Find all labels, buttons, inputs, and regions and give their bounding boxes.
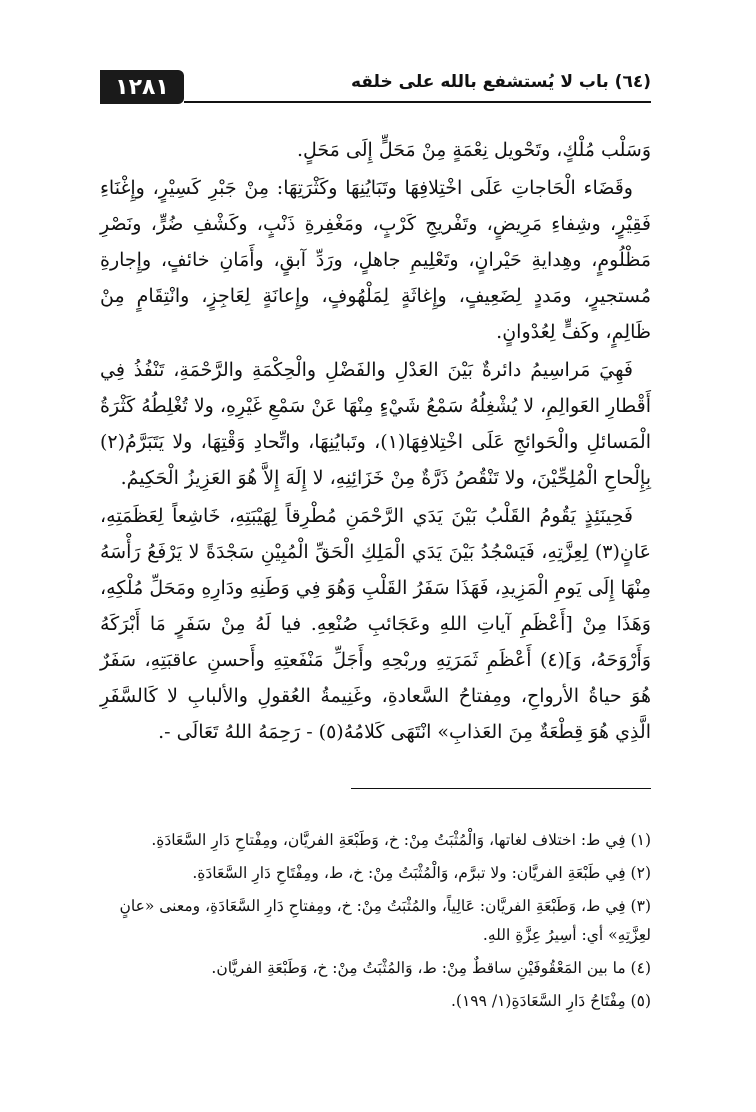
footnote: (٥) مِفْتَاحُ دَارِ السَّعَادَةِ(١/ ١٩٩). (450, 992, 651, 1010)
paragraph: وقَضَاء الْحَاجاتِ عَلَى اخْتِلافِهَا وتَبَايُنِهَا وكَثْرَتِهَا: مِنْ جَبْرِ كَسِيْرٍ، وإِغْنَاءِ فَقِيْرٍ، وشِفاءِ مَرِيضٍ، وتَفْريجِ كَرْبٍ، ومَغْفِرةِ ذَنْبٍ، وكَشْفِ ضُرٍّ، ونَصْرِ مَظْلُومٍ، وهِدايةِ حَيْرانٍ، وتَعْلِيمِ جاهلٍ، ورَدِّ آبقٍ، وأَمَانِ خائفٍ، وإِجارةِ مُستجيرٍ، ومَددٍ لِضَعِيفٍ، وإِغاثَةٍ لِمَلْهُوفٍ، وإِعانَةٍ لِعَاجِزٍ، وانْتِقَامٍ مِنْ ظَالِمٍ، وكَفٍّ لِعُدْوانٍ. (100, 177, 651, 343)
page-header (100, 70, 651, 106)
footnote: (٣) فِي ط، وَطَبْعَةِ الفريَّان: عَالِياً، والمُثْبَتُ مِنْ: خ، ومِفتاحِ دَارِ السَّعَادَةِ، ومعنى «عانٍ لعِزَّتِهِ» أي: أسِيرُ عِزَّةِ اللهِ. (119, 897, 651, 944)
chapter-title: (٦٤) باب لا يُستشفع بالله على خلقه (351, 72, 651, 92)
footnote: (٤) ما بين المَعْقُوفَيْنِ ساقطٌ مِنْ: ط، وَالمُثْبَتُ مِنْ: خ، وَطَبْعَةِ الفريَّان. (211, 959, 651, 977)
page-number: ١٢٨١ (100, 70, 184, 104)
footnote: (١) فِي ط: اختلاف لغاتها، وَالْمُثْبَتُ مِنْ: خ، وَطَبْعَةِ الفريَّان، ومِفْتاحِ دَارِ السَّعَادَةِ. (151, 831, 651, 849)
paragraph: فَحِينَئِذٍ يَقُومُ القَلْبُ بَيْنَ يَدَي الرَّحْمَنِ مُطْرِقاً لِهَيْبَتِهِ، خَاشِعاً لِعَظَمَتِهِ، عَانٍ(٣) لِعِزَّتِهِ، فَيَسْجُدُ بَيْنَ يَدَي الْمَلِكِ الْحَقِّ الْمُبِيْنِ سَجْدَةً لا يَرْفَعُ رَأْسَهُ مِنْهَا إِلَى يَومِ الْمَزِيدِ، فَهَذَا سَفَرُ القَلْبِ وَهُوَ فِي وَطَنِهِ ودَارِهِ ومَحَلِّ مُلْكِهِ، وَهَذَا مِنْ [أَعْظَمِ آياتِ اللهِ وعَجَائبِ صُنْعِهِ. فيا لَهُ مِنْ سَفَرٍ مَا أَبْرَكَهُ وَأَرْوَحَهُ، وَ](٤) أَعْظَمِ ثَمَرَتِهِ وربْحِهِ وأَجَلِّ مَنْفَعتِهِ وأَحسنِ عاقبَتِهِ، سَفَرٌ هُوَ حياةُ الأرواحِ، ومِفتاحُ السَّعادةِ، وغَنِيمةُ العُقولِ والألبابِ لا كَالسَّفَرِ الَّذِي هُوَ قِطْعَةٌ مِنَ العَذابِ» انْتَهَى كَلامُهُ(٥) - رَحِمَهُ اللهُ تَعَالَى -. (100, 505, 651, 743)
footnotes (100, 826, 651, 1020)
footnote: (٢) فِي طَبْعَةِ الفريَّان: ولا تبرَّم، وَالْمُثْبَتُ مِنْ: خ، ط، ومِفْتَاحِ دَارِ السَّعَادَةِ. (192, 864, 651, 882)
body-text (100, 132, 651, 752)
paragraph: وَسَلْب مُلْكٍ، وتَحْويل نِعْمَةٍ مِنْ مَحَلٍّ إِلَى مَحَلٍ. (296, 139, 651, 161)
paragraph: فَهِيَ مَراسِيمُ دائرةٌ بَيْنَ العَدْلِ والفَضْلِ والْحِكْمَةِ والرَّحْمَةِ، تَنْفُذُ فِي أَقْطارِ العَوالِمِ، لا يُشْغِلُهُ سَمْعُ شَيْءٍ مِنْهَا عَنْ سَمْعِ غَيْرِهِ، ولا تُغْلِطُهُ كَثْرَةُ الْمَسائلِ والْحَوائجِ عَلَى اخْتِلافِهَا(١)، وتَبايُنِهَا، واتِّحادِ وَقْتِهَا، ولا يَتَبَرَّمُ(٢) بِإِلْحاحِ الْمُلِحِّيْنَ، ولا تَنْقُصُ ذَرَّةٌ مِنْ خَزَائِنِهِ، لا إِلَهَ إِلاَّ هُوَ العَزِيزُ الْحَكِيمُ. (100, 359, 651, 489)
footnote-separator (351, 788, 651, 789)
header-rule (184, 101, 651, 103)
